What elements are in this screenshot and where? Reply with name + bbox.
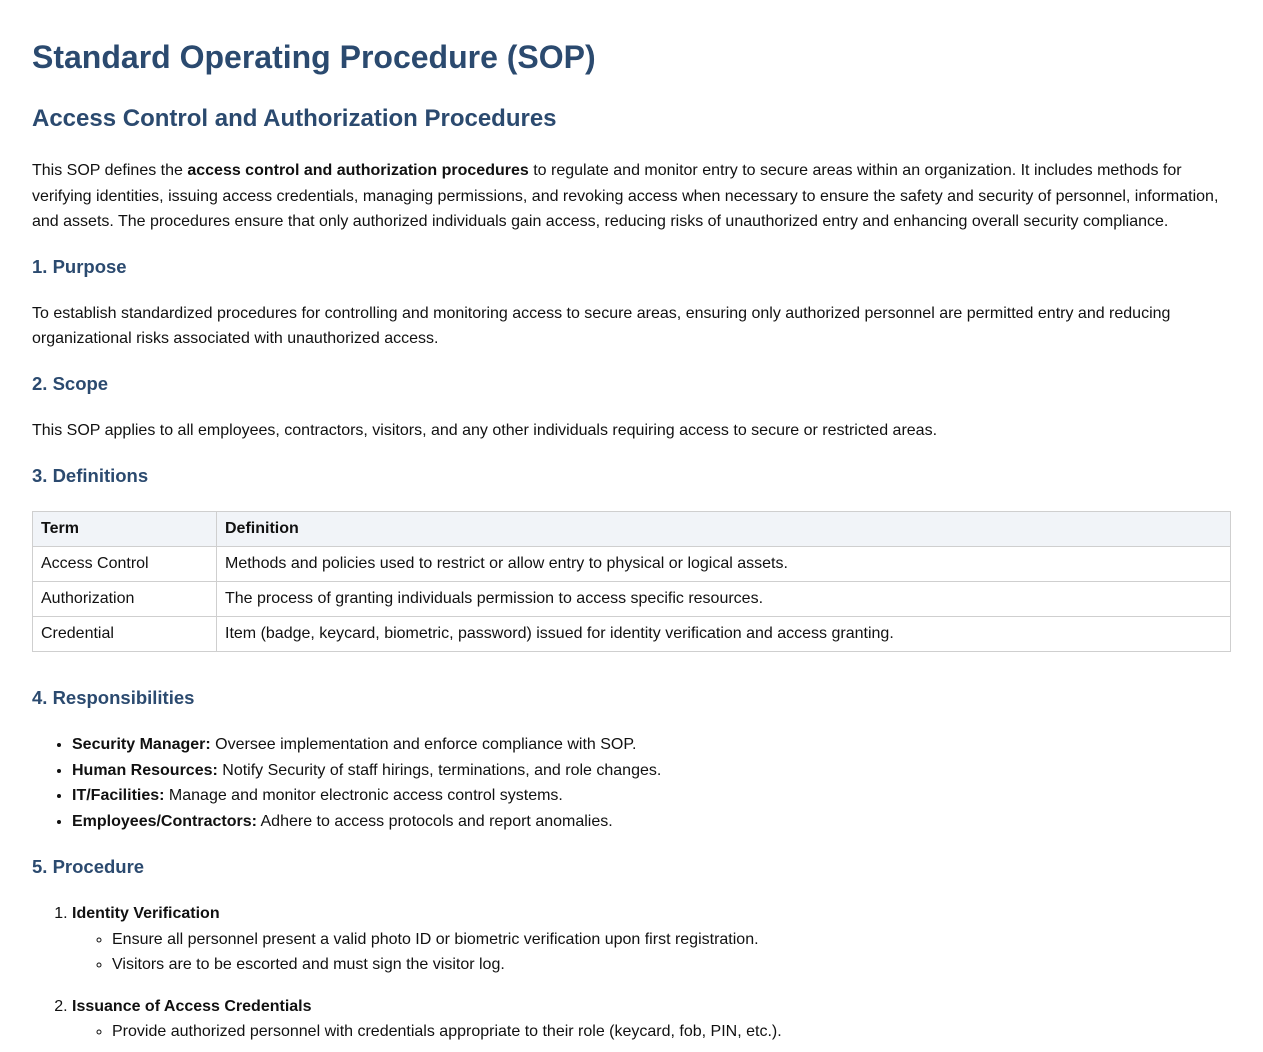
role-label: IT/Facilities: bbox=[72, 787, 165, 804]
definition-cell: The process of granting individuals permission to access specific resources. bbox=[217, 582, 1231, 617]
role-label: Human Resources: bbox=[72, 761, 218, 779]
column-header-definition: Definition bbox=[217, 512, 1231, 547]
definitions-table bbox=[32, 511, 1231, 652]
role-description: Oversee implementation and enforce compliance with SOP. bbox=[210, 736, 637, 753]
step-substeps bbox=[72, 927, 1231, 978]
responsibilities-heading: 4. Responsibilities bbox=[32, 687, 195, 708]
list-item bbox=[72, 783, 1231, 809]
procedure-heading: 5. Procedure bbox=[32, 856, 145, 877]
role-description: Adhere to access protocols and report anomalies. bbox=[256, 812, 613, 830]
definition-cell: Methods and policies used to restrict or allow entry to physical or logical assets. bbox=[217, 547, 1231, 582]
step-title: Issuance of Access Credentials bbox=[72, 997, 312, 1015]
column-header-term: Term bbox=[33, 512, 217, 547]
intro-paragraph bbox=[32, 158, 1231, 235]
scope-heading: 2. Scope bbox=[32, 372, 109, 394]
definition-cell: Item (badge, keycard, biometric, password) issued for identity verification and access granting. bbox=[217, 617, 1231, 652]
list-item bbox=[72, 809, 1231, 835]
table-row bbox=[33, 547, 1231, 582]
definitions-heading: 3. Definitions bbox=[32, 465, 149, 486]
table-header-row bbox=[33, 512, 1231, 547]
step-substeps bbox=[72, 1019, 1231, 1045]
intro-text-start: This SOP defines the bbox=[32, 162, 188, 179]
intro-text-end: to regulate and monitor entry to secure areas within an organization. It includes methods for verifying identities, issuing access credentials, managing permissions, and revoking access when necessary to ensure the safety and security of personnel, information, and assets. The procedures ensure that only authorized individuals gain access, reducing risks of unauthorized entry and enhancing overall security compliance. bbox=[32, 162, 1219, 230]
term-cell: Credential bbox=[33, 617, 217, 652]
role-label: Security Manager: bbox=[72, 736, 211, 753]
step-title: Identity Verification bbox=[72, 905, 220, 922]
document-title: Standard Operating Procedure (SOP) bbox=[32, 39, 596, 75]
role-description: Manage and monitor electronic access control systems. bbox=[164, 787, 563, 804]
purpose-heading: 1. Purpose bbox=[32, 255, 127, 277]
intro-emphasis: access control and authorization procedures bbox=[187, 162, 529, 179]
document-subtitle: Access Control and Authorization Procedures bbox=[32, 105, 557, 132]
procedure-step bbox=[72, 901, 1231, 978]
role-description: Notify Security of staff hirings, terminations, and role changes. bbox=[217, 761, 662, 779]
procedure-steps bbox=[32, 901, 1231, 1045]
table-row bbox=[33, 582, 1231, 617]
list-item bbox=[72, 758, 1231, 784]
purpose-text: To establish standardized procedures for controlling and monitoring access to secure areas, ensuring only authorized personnel are permitted entry and reducing organizational risks associated with unauthorized access. bbox=[32, 304, 1171, 347]
scope-text: This SOP applies to all employees, contractors, visitors, and any other individuals requiring access to secure or restricted areas. bbox=[32, 421, 938, 439]
list-item bbox=[72, 732, 1231, 758]
term-cell: Access Control bbox=[33, 547, 217, 582]
term-cell: Authorization bbox=[33, 582, 217, 617]
table-row bbox=[33, 617, 1231, 652]
procedure-step bbox=[72, 994, 1231, 1045]
role-label: Employees/Contractors: bbox=[72, 812, 257, 830]
responsibilities-list bbox=[32, 732, 1231, 834]
list-item: ◦ Visitors are to be escorted and must sign the visitor log. bbox=[112, 952, 1231, 978]
list-item: ◦ Provide authorized personnel with credentials appropriate to their role (keycard, fob, PIN, etc.). bbox=[112, 1019, 1231, 1045]
list-item: ◦ Ensure all personnel present a valid photo ID or biometric verification upon first registration. bbox=[112, 927, 1231, 953]
